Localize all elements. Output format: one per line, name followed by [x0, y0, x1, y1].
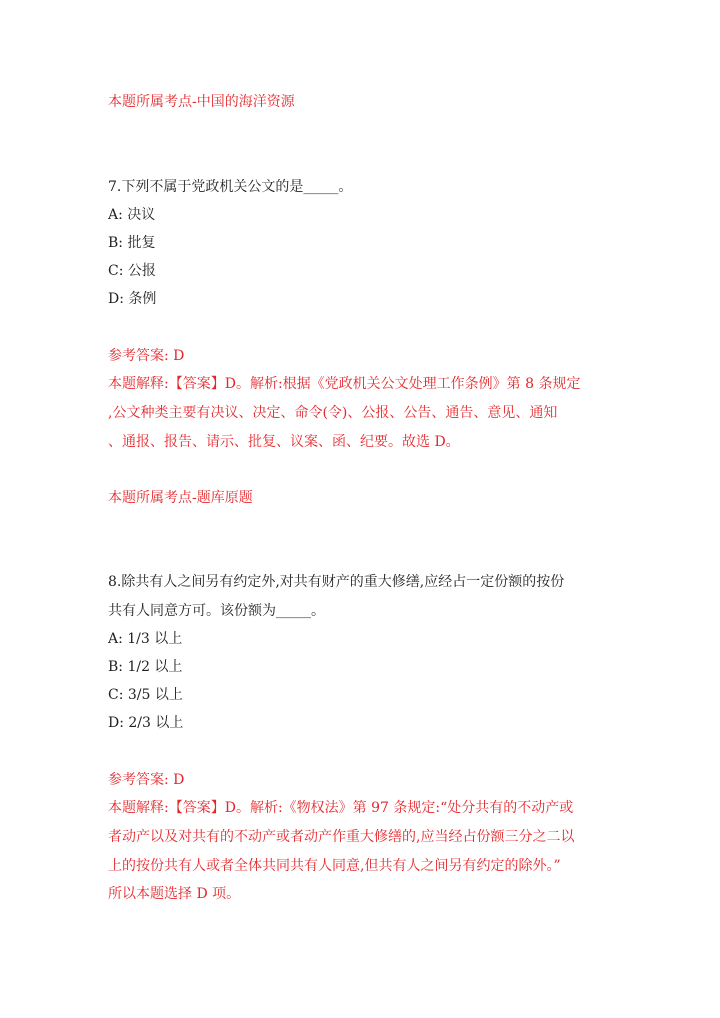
question-7-text: 7.下列不属于党政机关公文的是_____。	[108, 179, 353, 195]
question-8-explanation-line-1: 本题解释:【答案】D。解析:《物权法》第 97 条规定:“处分共有的不动产或	[108, 800, 574, 816]
topic-label-2: 本题所属考点-题库原题	[108, 490, 253, 506]
question-7-explanation-line-2: ,公文种类主要有决议、决定、命令(令)、公报、公告、通告、意见、通知	[108, 405, 558, 421]
question-8-text-line-1: 8.除共有人之间另有约定外,对共有财产的重大修缮,应经占一定份额的按份	[108, 574, 565, 590]
question-7-option-a: A: 决议	[108, 207, 156, 223]
question-7-explanation-line-3: 、通报、报告、请示、批复、议案、函、纪要。故选 D。	[108, 434, 460, 450]
question-8-explanation-line-3: 上的按份共有人或者全体共同共有人同意,但共有人之间另有约定的除外。”	[108, 858, 561, 874]
question-8-option-a: A: 1/3 以上	[108, 631, 183, 647]
topic-label-1: 本题所属考点-中国的海洋资源	[108, 94, 295, 110]
question-8-option-d: D: 2/3 以上	[108, 715, 184, 731]
question-8-option-c: C: 3/5 以上	[108, 687, 183, 703]
question-7-option-c: C: 公报	[108, 263, 156, 279]
question-7-option-b: B: 批复	[108, 235, 156, 251]
question-7-option-d: D: 条例	[108, 291, 157, 307]
question-8-explanation-line-2: 者动产以及对共有的不动产或者动产作重大修缮的,应当经占份额三分之二以	[108, 829, 575, 845]
question-7-answer: 参考答案: D	[108, 348, 185, 364]
question-8-explanation-line-4: 所以本题选择 D 项。	[108, 886, 241, 902]
question-8-text-line-2: 共有人同意方可。该份额为_____。	[108, 603, 325, 619]
question-8-answer: 参考答案: D	[108, 772, 185, 788]
question-7-explanation-line-1: 本题解释:【答案】D。解析:根据《党政机关公文处理工作条例》第 8 条规定	[108, 376, 581, 392]
question-8-option-b: B: 1/2 以上	[108, 659, 183, 675]
